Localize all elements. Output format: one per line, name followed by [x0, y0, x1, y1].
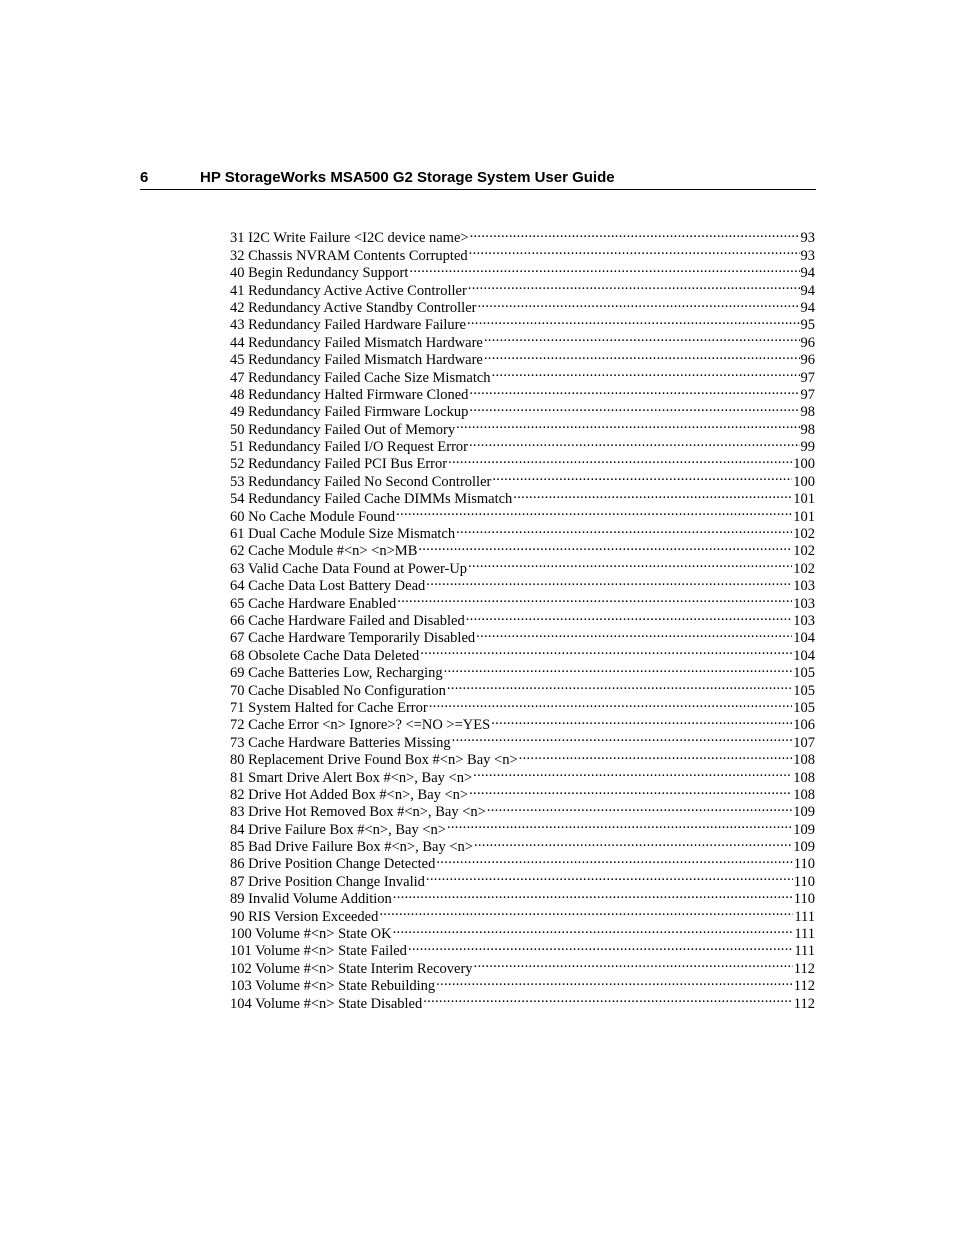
toc-entry-page: 103: [793, 595, 815, 612]
toc-entry-page: 93: [800, 230, 815, 247]
toc-entry-label: 40 Begin Redundancy Support: [230, 265, 409, 282]
toc-entry-page: 94: [800, 265, 815, 282]
toc-dot-leader: [448, 451, 792, 468]
toc-entry-label: 104 Volume #<n> State Disabled: [230, 995, 423, 1012]
toc-dot-leader: [474, 834, 792, 851]
toc-entry-label: 68 Obsolete Cache Data Deleted: [230, 647, 420, 664]
toc-entry-label: 42 Redundancy Active Standby Controller: [230, 299, 477, 316]
toc-entry-label: 102 Volume #<n> State Interim Recovery: [230, 960, 473, 977]
toc-entry-page: 108: [793, 769, 815, 786]
toc-entry-label: 45 Redundancy Failed Mismatch Hardware: [230, 352, 483, 369]
toc-entry[interactable]: [230, 225, 815, 247]
toc-entry-label: 82 Drive Hot Added Box #<n>, Bay <n>: [230, 786, 469, 803]
toc-entry-label: 90 RIS Version Exceeded: [230, 908, 379, 925]
toc-entry-label: 87 Drive Position Change Invalid: [230, 873, 425, 890]
toc-entry-label: 100 Volume #<n> State OK: [230, 926, 392, 943]
table-of-contents: [230, 225, 815, 1012]
toc-dot-leader: [444, 660, 793, 677]
toc-entry-label: 51 Redundancy Failed I/O Request Error: [230, 439, 468, 456]
toc-dot-leader: [447, 677, 792, 694]
toc-entry-label: 101 Volume #<n> State Failed: [230, 943, 407, 960]
toc-entry-label: 62 Cache Module #<n> <n>MB: [230, 543, 418, 560]
toc-entry-page: 103: [793, 578, 815, 595]
toc-entry-label: 60 No Cache Module Found: [230, 508, 396, 525]
toc-entry-label: 84 Drive Failure Box #<n>, Bay <n>: [230, 821, 446, 838]
toc-entry-page: 101: [793, 491, 815, 508]
page-number: 6: [140, 169, 149, 186]
toc-entry-page: 96: [800, 352, 815, 369]
toc-entry-page: 95: [800, 317, 815, 334]
toc-dot-leader: [423, 990, 793, 1007]
toc-entry-page: 100: [793, 456, 815, 473]
toc-dot-leader: [393, 886, 793, 903]
toc-entry-page: 111: [794, 926, 815, 943]
toc-dot-leader: [409, 260, 799, 277]
toc-entry-label: 66 Cache Hardware Failed and Disabled: [230, 612, 465, 629]
toc-entry-page: 112: [793, 960, 815, 977]
toc-dot-leader: [420, 642, 792, 659]
toc-entry-page: 104: [793, 630, 815, 647]
toc-entry-label: 80 Replacement Drive Found Box #<n> Bay <n>: [230, 752, 518, 769]
toc-entry-label: 65 Cache Hardware Enabled: [230, 595, 397, 612]
toc-dot-leader: [436, 851, 792, 868]
toc-entry-page: 110: [793, 873, 815, 890]
toc-entry-page: 111: [794, 908, 815, 925]
toc-dot-leader: [469, 242, 800, 259]
toc-entry-page: 98: [800, 404, 815, 421]
toc-dot-leader: [469, 434, 800, 451]
toc-dot-leader: [487, 799, 792, 816]
toc-entry-label: 81 Smart Drive Alert Box #<n>, Bay <n>: [230, 769, 473, 786]
toc-entry-label: 63 Valid Cache Data Found at Power-Up: [230, 560, 468, 577]
toc-dot-leader: [468, 555, 792, 572]
toc-entry-page: 102: [793, 543, 815, 560]
toc-entry-label: 72 Cache Error <n> Ignore>? <=NO >=YES: [230, 717, 491, 734]
toc-entry-page: 102: [793, 526, 815, 543]
toc-entry-page: 105: [793, 682, 815, 699]
toc-entry-page: 106: [793, 717, 815, 734]
toc-dot-leader: [429, 695, 793, 712]
page-header: [140, 168, 816, 190]
toc-dot-leader: [484, 329, 800, 346]
toc-entry-label: 73 Cache Hardware Batteries Missing: [230, 734, 451, 751]
toc-dot-leader: [396, 503, 792, 520]
toc-entry-page: 98: [800, 421, 815, 438]
toc-entry-page: 97: [800, 386, 815, 403]
toc-dot-leader: [408, 938, 793, 955]
toc-dot-leader: [469, 382, 799, 399]
toc-entry-label: 31 I2C Write Failure <I2C device name>: [230, 230, 469, 247]
toc-entry-page: 109: [793, 821, 815, 838]
toc-entry-label: 54 Redundancy Failed Cache DIMMs Mismatch: [230, 491, 513, 508]
toc-dot-leader: [379, 903, 793, 920]
toc-entry-label: 85 Bad Drive Failure Box #<n>, Bay <n>: [230, 839, 473, 856]
toc-dot-leader: [477, 295, 799, 312]
toc-entry-label: 44 Redundancy Failed Mismatch Hardware: [230, 334, 483, 351]
toc-dot-leader: [492, 468, 792, 485]
toc-entry-label: 49 Redundancy Failed Firmware Lockup: [230, 404, 469, 421]
toc-dot-leader: [456, 521, 792, 538]
toc-entry-page: 109: [793, 804, 815, 821]
toc-dot-leader: [470, 225, 800, 242]
toc-entry-page: 105: [793, 699, 815, 716]
toc-dot-leader: [397, 590, 792, 607]
toc-entry-label: 69 Cache Batteries Low, Recharging: [230, 665, 443, 682]
toc-entry-page: 99: [800, 439, 815, 456]
toc-dot-leader: [473, 764, 792, 781]
toc-entry-page: 109: [793, 839, 815, 856]
toc-dot-leader: [456, 416, 799, 433]
toc-entry-label: 53 Redundancy Failed No Second Controller: [230, 473, 492, 490]
toc-dot-leader: [467, 312, 800, 329]
toc-entry-label: 103 Volume #<n> State Rebuilding: [230, 978, 436, 995]
toc-entry-page: 97: [800, 369, 815, 386]
toc-entry-label: 32 Chassis NVRAM Contents Corrupted: [230, 247, 468, 264]
toc-entry-page: 108: [793, 752, 815, 769]
toc-entry-page: 102: [793, 560, 815, 577]
toc-dot-leader: [492, 364, 800, 381]
toc-entry-page: 111: [794, 943, 815, 960]
toc-entry-label: 86 Drive Position Change Detected: [230, 856, 436, 873]
toc-dot-leader: [484, 347, 800, 364]
toc-entry-page: 93: [800, 247, 815, 264]
toc-entry-page: 101: [793, 508, 815, 525]
toc-dot-leader: [436, 973, 793, 990]
toc-dot-leader: [519, 747, 793, 764]
toc-entry-page: 110: [793, 856, 815, 873]
toc-entry-page: 108: [793, 786, 815, 803]
toc-entry-label: 52 Redundancy Failed PCI Bus Error: [230, 456, 448, 473]
toc-dot-leader: [426, 573, 792, 590]
toc-entry-label: 70 Cache Disabled No Configuration: [230, 682, 446, 699]
toc-entry-page: 94: [800, 299, 815, 316]
toc-dot-leader: [476, 625, 792, 642]
toc-dot-leader: [474, 955, 793, 972]
toc-entry-label: 67 Cache Hardware Temporarily Disabled: [230, 630, 476, 647]
toc-entry-page: 103: [793, 612, 815, 629]
toc-dot-leader: [469, 782, 792, 799]
toc-entry-label: 47 Redundancy Failed Cache Size Mismatch: [230, 369, 491, 386]
toc-dot-leader: [491, 712, 792, 729]
toc-entry-page: 112: [793, 978, 815, 995]
toc-entry-label: 50 Redundancy Failed Out of Memory: [230, 421, 456, 438]
toc-dot-leader: [466, 608, 793, 625]
toc-dot-leader: [393, 921, 794, 938]
toc-entry-page: 94: [800, 282, 815, 299]
toc-dot-leader: [447, 816, 792, 833]
toc-entry-label: 71 System Halted for Cache Error: [230, 699, 428, 716]
toc-entry-label: 43 Redundancy Failed Hardware Failure: [230, 317, 466, 334]
toc-entry-page: 100: [793, 473, 815, 490]
toc-entry-page: 96: [800, 334, 815, 351]
toc-entry-label: 61 Dual Cache Module Size Mismatch: [230, 526, 456, 543]
toc-entry-label: 89 Invalid Volume Addition: [230, 891, 392, 908]
document-title: HP StorageWorks MSA500 G2 Storage System User Guide: [200, 169, 615, 186]
toc-entry-label: 41 Redundancy Active Active Controller: [230, 282, 467, 299]
toc-entry-page: 107: [793, 734, 815, 751]
toc-entry-page: 105: [793, 665, 815, 682]
toc-dot-leader: [418, 538, 792, 555]
toc-entry-page: 110: [793, 891, 815, 908]
toc-entry-label: 48 Redundancy Halted Firmware Cloned: [230, 386, 469, 403]
toc-entry-page: 112: [793, 995, 815, 1012]
toc-entry-label: 64 Cache Data Lost Battery Dead: [230, 578, 426, 595]
toc-dot-leader: [468, 277, 800, 294]
toc-dot-leader: [426, 868, 793, 885]
toc-dot-leader: [452, 729, 793, 746]
toc-dot-leader: [513, 486, 792, 503]
toc-entry-page: 104: [793, 647, 815, 664]
toc-dot-leader: [469, 399, 799, 416]
toc-entry-label: 83 Drive Hot Removed Box #<n>, Bay <n>: [230, 804, 486, 821]
